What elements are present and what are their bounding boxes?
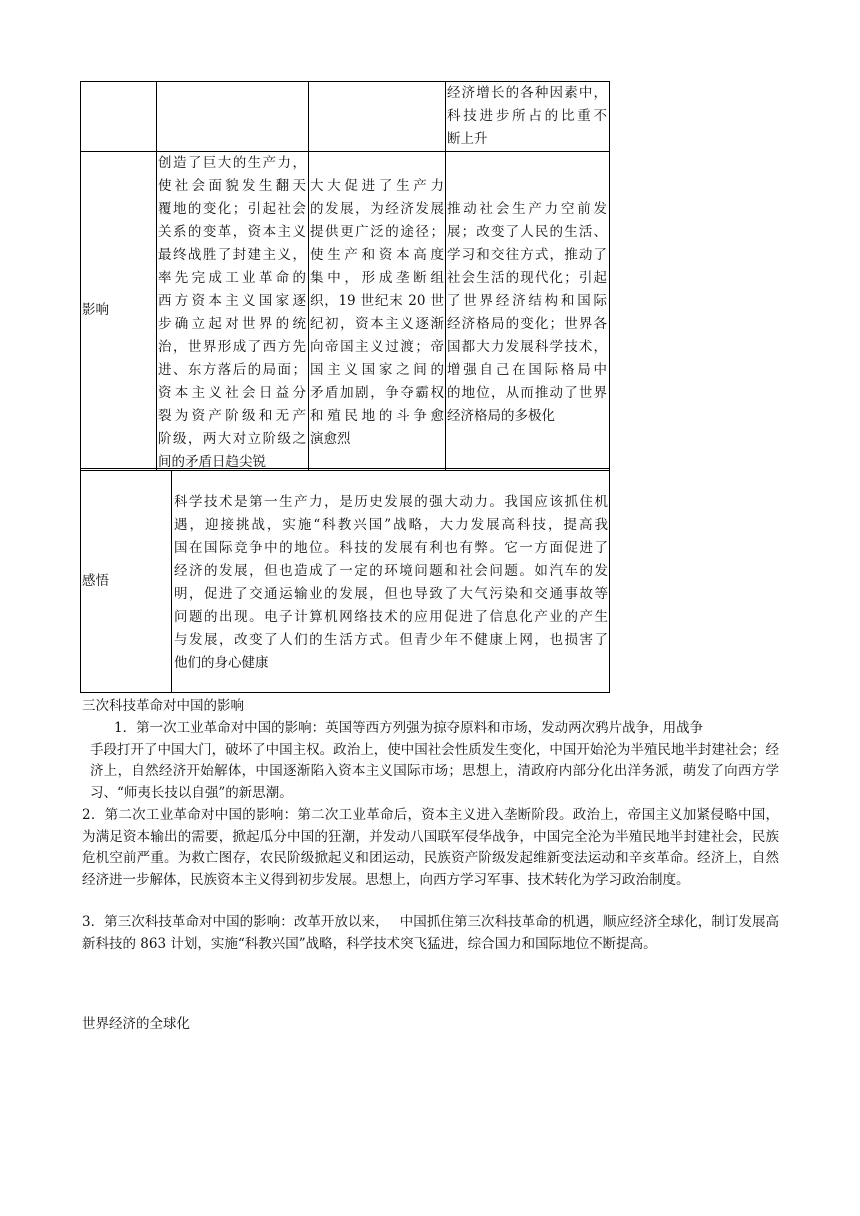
cell-line: 了世界经济结构和国际 [447, 293, 607, 309]
cell-line: 步确立起对世界的统 [158, 316, 306, 332]
cell-line: 最终战胜了封建主义， [158, 247, 306, 263]
cell-line: 提供更广泛的途径； [310, 224, 444, 240]
table-border [171, 470, 172, 693]
table-border [445, 81, 446, 470]
cell-line: 纪初，资本主义逐渐 [310, 316, 444, 332]
table-border [80, 81, 81, 693]
cell-line: 使社会面貌发生翻天 [158, 178, 306, 194]
cell-line: 资本主义社会日益分 [158, 385, 306, 401]
cell-impact-col3 [310, 175, 444, 451]
cell-line: 覆地的变化；引起社会 [158, 201, 306, 217]
cell-line: 经济格局的变化；世界各 [447, 316, 607, 332]
cell-line: 的地位，从而推动了世界 [447, 385, 607, 401]
cell-line: 创造了巨大的生产力， [158, 155, 306, 171]
cell-line: 社会生活的现代化；引起 [447, 270, 607, 286]
cell-impact-col2 [158, 152, 306, 474]
table-border [308, 81, 309, 470]
cell-line: 国都大力发展科学技术， [447, 339, 607, 355]
cell-line: 展；改变了人民的生活、 [447, 224, 607, 240]
cell-line: 使生产和资本高度 [310, 247, 444, 263]
cell-line: 关系的变革，资本主义 [158, 224, 306, 240]
cell-line: 向帝国主义过渡；帝 [310, 339, 444, 355]
cell-line: 他们的身心健康 [174, 655, 269, 671]
cell-line: 治，世界形成了西方先 [158, 339, 306, 355]
cell-line: 科技进步所占的比重不 [447, 108, 607, 124]
cell-line: 大大促进了生产力 [310, 178, 444, 194]
paragraph-1-first-line: 1．第一次工业革命对中国的影响：英国等西方列强为掠夺原料和市场，发动两次鸦片战争，用战争 [114, 720, 704, 736]
cell-line: 经济格局的多极化 [447, 408, 555, 424]
cell-top-col4 [447, 82, 607, 151]
cell-line: 学习和交往方式，推动了 [447, 247, 607, 263]
paragraph-1 [82, 718, 779, 804]
cell-line: 织，19 世纪末 20 世 [310, 293, 444, 309]
cell-line: 明，促进了交通运输业的发展，但也导致了大气污染和交通事故等 [174, 586, 608, 602]
cell-line: 科学技术是第一生产力，是历史发展的强大动力。我国应该抓住机 [174, 494, 608, 510]
cell-line: 问题的出现。电子计算机网络技术的应用促进了信息化产业的产生 [174, 609, 608, 625]
cell-line: 与发展，改变了人们的生活方式。但青少年不健康上网，也损害了 [174, 632, 608, 648]
cell-line: 矛盾加剧，争夺霸权 [310, 385, 444, 401]
cell-line: 率先完成工业革命的 [158, 270, 306, 286]
cell-line: 裂为资产阶级和无产 [158, 408, 306, 424]
cell-feeling [174, 491, 608, 675]
row-label-feeling: 感悟 [82, 573, 109, 589]
cell-line: 间的矛盾日趋尖锐 [158, 454, 266, 470]
row-label-impact: 影响 [82, 302, 109, 318]
cell-line: 进、东方落后的局面； [158, 362, 306, 378]
table-border [156, 81, 157, 470]
paragraph-2: 2．第二次工业革命对中国的影响：第二次工业革命后，资本主义进入垄断阶段。政治上，帝国主义加紧侵略中国，为满足资本输出的需要，掀起瓜分中国的狂潮，并发动八国联军侵华战争，中国完全沦为半殖民地半封建社会，民族危机空前严重。为救亡图存，农民阶级掀起义和团运动，民族资产阶级发起维新变法运动和辛亥革命。经济上，自然经济进一步解体，民族资本主义得到初步发展。思想上，向西方学习军事、技术转化为学习政治制度。 [82, 807, 779, 888]
footer-heading: 世界经济的全球化 [82, 1016, 190, 1032]
cell-line: 断上升 [447, 131, 488, 147]
cell-line: 和殖民地的斗争愈 [310, 408, 444, 424]
paragraph-1-body: 手段打开了中国大门，破坏了中国主权。政治上，使中国社会性质发生变化，中国开始沦为半殖民地半封建社会；经济上，自然经济开始解体，中国逐渐陷入资本主义国际市场；思想上，清政府内部分化出洋务派，萌发了向西方学习、“师夷长技以自强”的新思潮。 [90, 741, 779, 801]
cell-line: 推动社会生产力空前发 [447, 201, 607, 217]
cell-impact-col4 [447, 198, 607, 428]
cell-line: 经济的发展，但也造成了一定的环境问题和社会问题。如汽车的发 [174, 563, 608, 579]
cell-line: 集中，形成垄断组 [310, 270, 444, 286]
cell-line: 的发展，为经济发展 [310, 201, 444, 217]
cell-line: 增强自己在国际格局中 [447, 362, 607, 378]
table-border [609, 81, 610, 693]
cell-line: 演愈烈 [310, 431, 351, 447]
cell-line: 阶级，两大对立阶级之 [158, 431, 306, 447]
section-heading: 三次科技革命对中国的影响 [82, 698, 244, 714]
cell-line: 经济增长的各种因素中， [447, 85, 607, 101]
table-border [80, 692, 610, 693]
cell-line: 遇，迎接挑战，实施“科教兴国”战略，大力发展高科技，提高我 [174, 517, 608, 533]
cell-line: 西方资本主义国家逐 [158, 293, 306, 309]
cell-line: 国主义国家之间的 [310, 362, 444, 378]
cell-line: 国在国际竞争中的地位。科技的发展有利也有弊。它一方面促进了 [174, 540, 608, 556]
paragraph-3: 3．第三次科技革命对中国的影响：改革开放以来， 中国抓住第三次科技革命的机遇，顺应经济全球化，制订发展高新科技的 863 计划，实施“科教兴国”战略，科学技术突飞猛进，综合国力和国际地位不断提高。 [82, 914, 779, 952]
